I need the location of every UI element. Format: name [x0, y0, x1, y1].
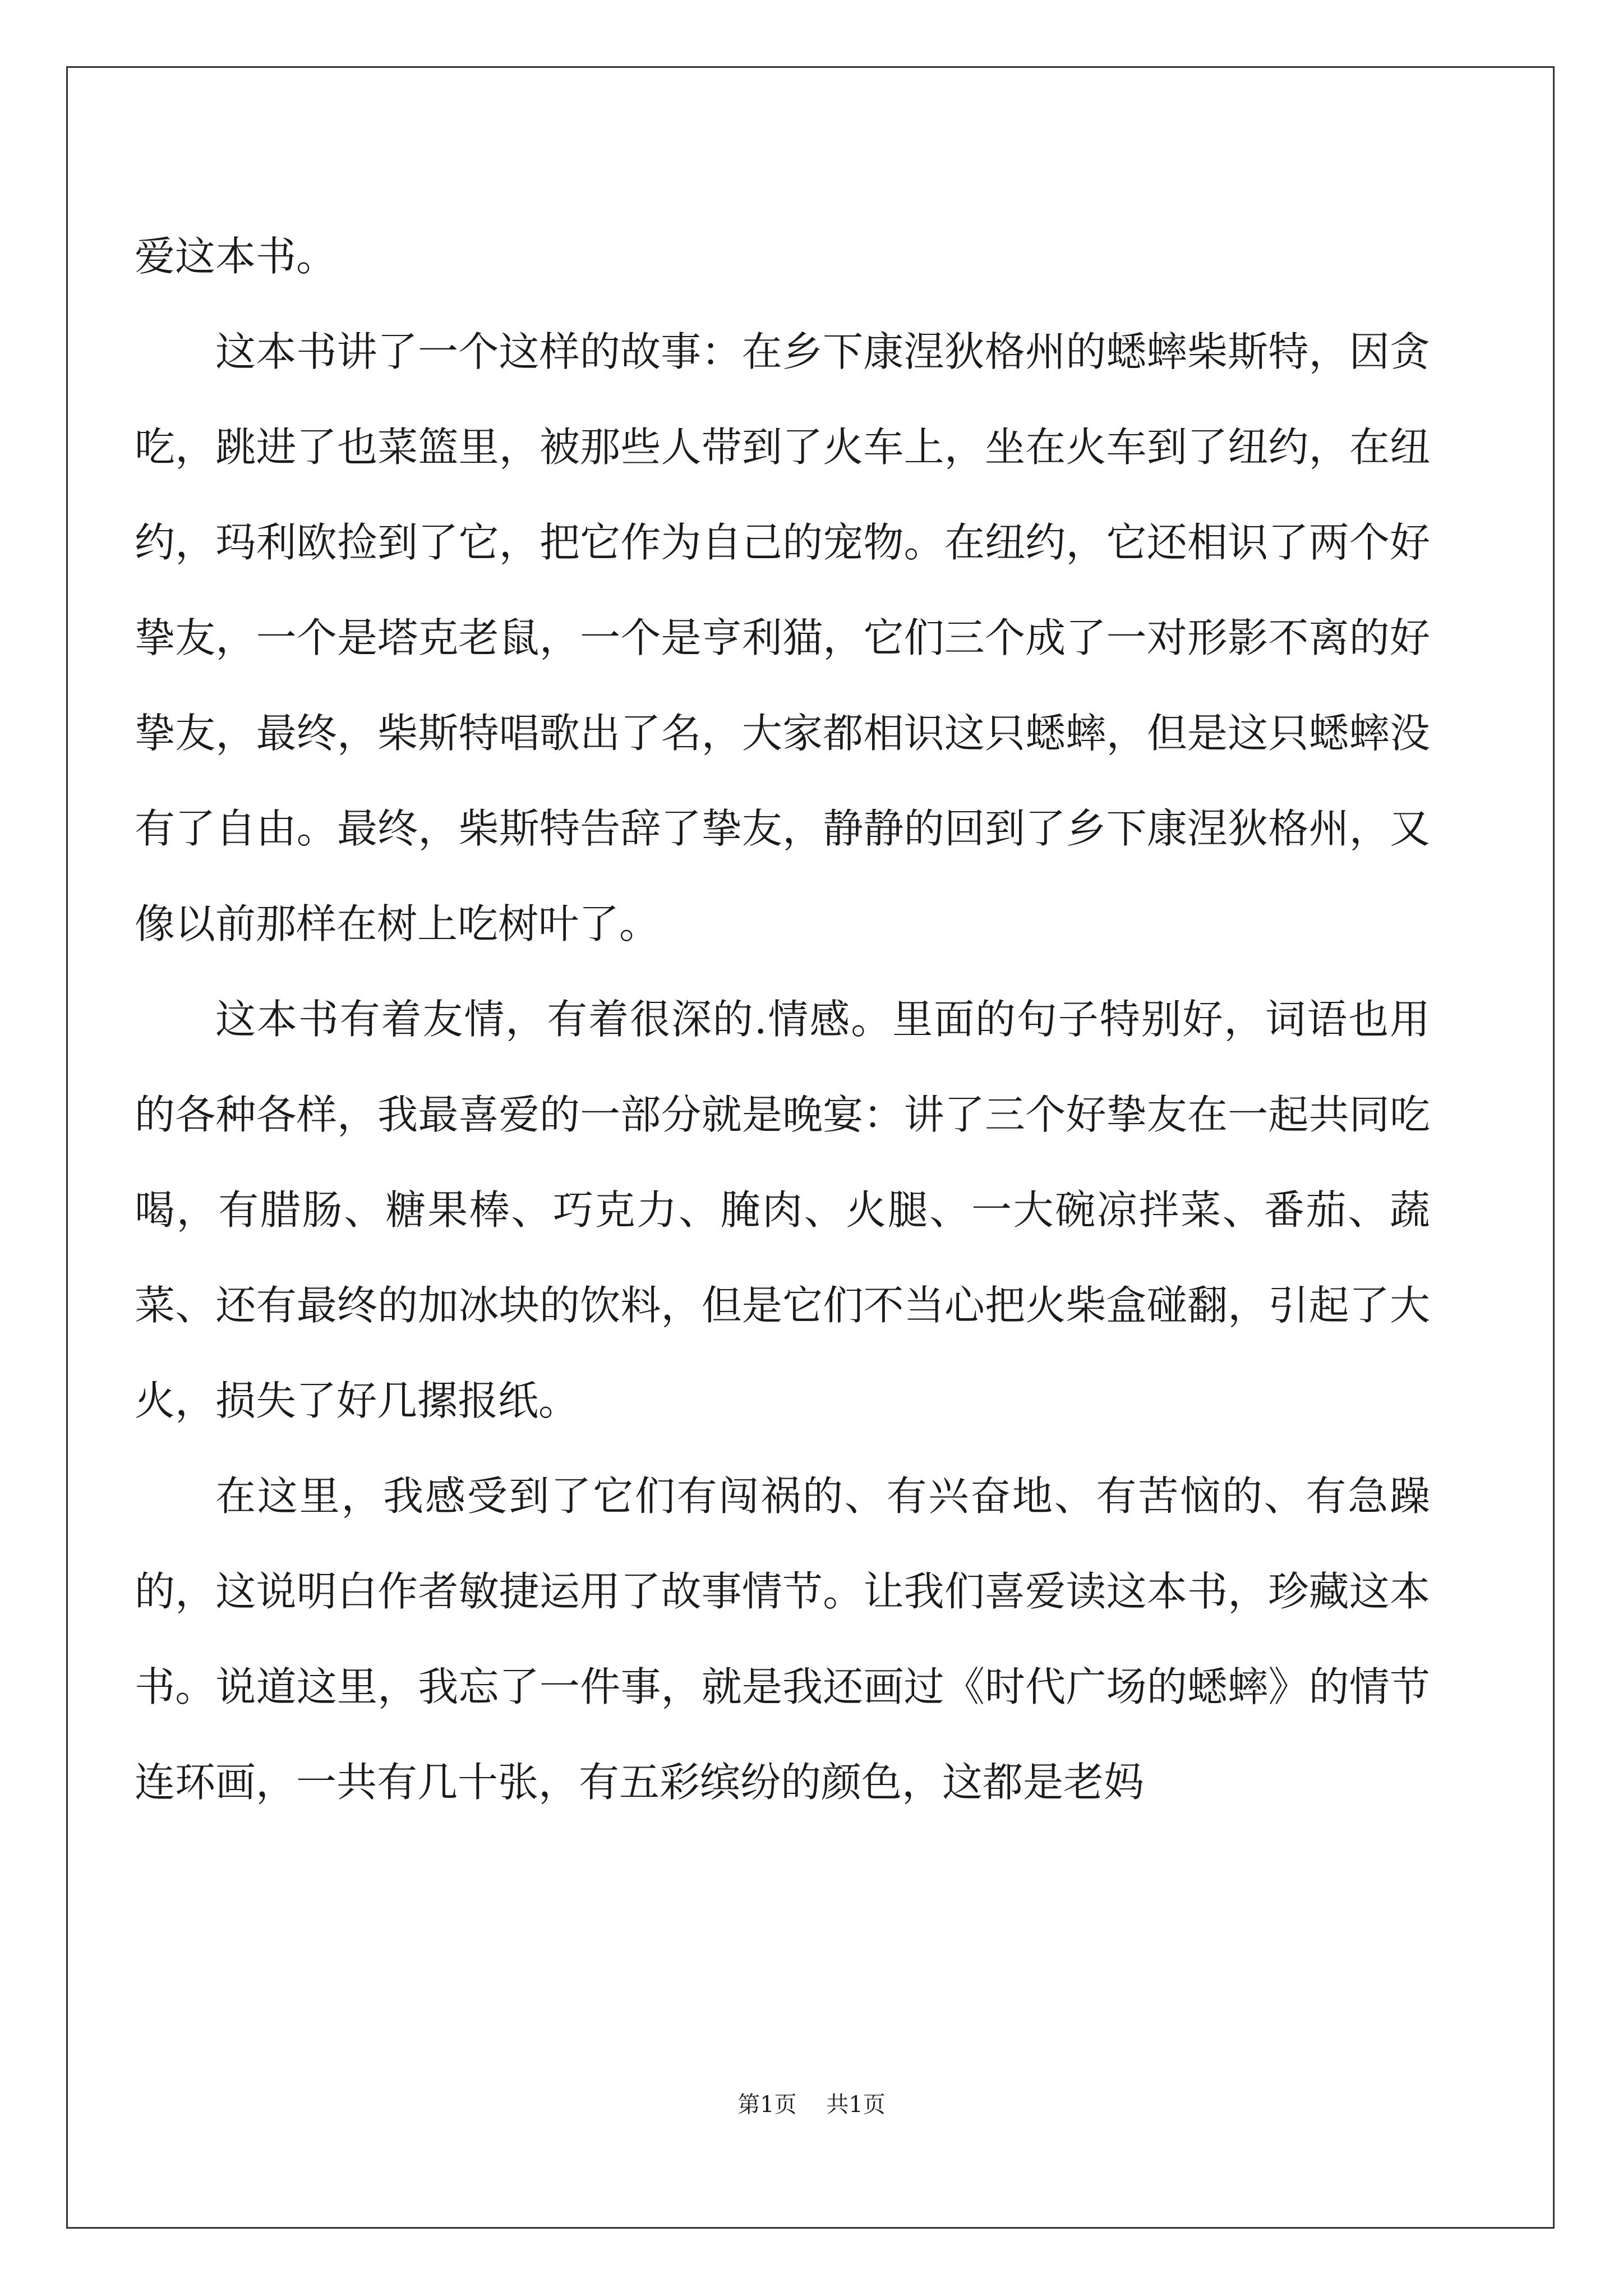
page-number: 第1页 — [737, 2092, 797, 2118]
paragraph-story-summary: 这本书讲了一个这样的故事：在乡下康涅狄格州的蟋蟀柴斯特，因贪吃，跳进了也菜篮里，被那些人带到了火车上，坐在火车到了纽约，在纽约，玛利欧捡到了它，把它作为自己的宠物。在纽约，它还相识了两个好挚友，一个是塔克老鼠，一个是亨利猫，它们三个成了一对形影不离的好挚友，最终，柴斯特唱歌出了名，大家都相识这只蟋蟀，但是这只蟋蟀没有了自由。最终，柴斯特告辞了挚友，静静的回到了乡下康涅狄格州，又像以前那样在树上吃树叶了。 — [135, 328, 1430, 947]
paragraph-continuation: 爱这本书。 — [135, 233, 337, 280]
page-footer — [0, 2087, 1623, 2119]
paragraph-friendship: 这本书有着友情，有着很深的.情感。里面的句子特别好，词语也用的各种各样，我最喜爱的一部分就是晚宴：讲了三个好挚友在一起共同吃喝，有腊肠、糖果棒、巧克力、腌肉、火腿、一大碗凉拌菜、番茄、蔬菜、还有最终的加冰块的饮料，但是它们不当心把火柴盒碰翻，引起了大火，损失了好几摞报纸。 — [135, 996, 1430, 1424]
document-body — [135, 209, 1430, 1830]
paragraph-reflection: 在这里，我感受到了它们有闯祸的、有兴奋地、有苦恼的、有急躁的，这说明白作者敏捷运用了故事情节。让我们喜爱读这本书，珍藏这本书。说道这里，我忘了一件事，就是我还画过《时代广场的蟋蟀》的情节连环画，一共有几十张，有五彩缤纷的颜色，这都是老妈 — [135, 1473, 1430, 1806]
page-count: 共1页 — [826, 2092, 886, 2118]
